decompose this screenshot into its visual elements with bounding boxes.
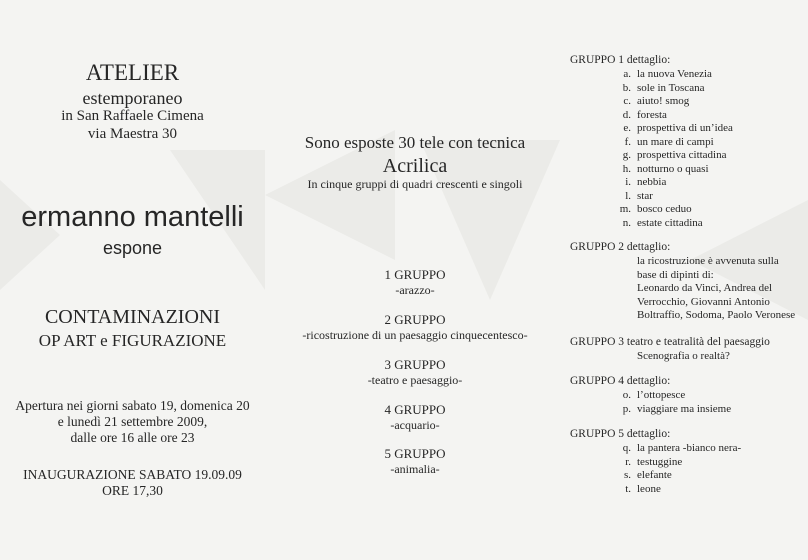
espone-text: espone [102, 238, 163, 258]
list-item: i. nebbia [625, 176, 667, 188]
list-item: c. aiuto! smog [623, 95, 690, 107]
group5-heading: GRUPPO 5 dettaglio: [570, 428, 671, 440]
technique-text: Acrilica [382, 155, 448, 177]
atelier-title: ATELIER [85, 60, 180, 85]
opening-line-2: e lunedì 21 settembre 2009, [57, 414, 208, 429]
list-item: o. l’ottopesce [622, 389, 686, 401]
list-item: s. elefante [623, 469, 672, 481]
group2-text-line: la ricostruzione è avvenuta sulla [637, 255, 779, 267]
list-item: a. la nuova Venezia [623, 68, 712, 80]
inauguration-line-1: INAUGURAZIONE SABATO 19.09.09 [23, 467, 242, 482]
list-item: m. bosco ceduo [619, 203, 692, 215]
list-item: p. viaggiare ma insieme [622, 402, 732, 415]
list-item: g. prospettiva cittadina [622, 149, 727, 161]
group2-text-line: Verrocchio, Giovanni Antonio [637, 295, 770, 308]
list-item: r. testuggine [625, 455, 683, 468]
atelier-subtitle: estemporaneo [82, 88, 183, 108]
group-desc: -animalia- [390, 462, 440, 476]
artist-name: ermanno mantelli [21, 201, 244, 233]
list-item: e. prospettiva di un’idea [623, 122, 733, 134]
group4-heading: GRUPPO 4 dettaglio: [570, 375, 671, 387]
list-item: q. la pantera -bianco nera- [622, 442, 742, 454]
group3-heading: GRUPPO 3 teatro e teatralità del paesaggio [570, 336, 770, 348]
subintro-text: In cinque gruppi di quadri crescenti e singoli [307, 177, 523, 191]
list-item: l. star [625, 189, 653, 202]
list-item: b. sole in Toscana [622, 81, 705, 94]
group-title: 1 GRUPPO [384, 267, 446, 282]
intro-text: Sono esposte 30 tele con tecnica [304, 133, 526, 152]
group-desc: -arazzo- [395, 283, 435, 297]
exhibition-title: CONTAMINAZIONI [44, 306, 221, 328]
list-item: f. un mare di campi [624, 135, 714, 148]
group-title: 3 GRUPPO [384, 357, 446, 372]
group-title: 5 GRUPPO [384, 446, 446, 461]
list-item: t. leone [625, 482, 661, 495]
opening-line-3: dalle ore 16 alle ore 23 [70, 430, 195, 445]
group3-text-line: Scenografia o realtà? [637, 350, 730, 362]
group2-text-line: Leonardo da Vinci, Andrea del [637, 282, 773, 294]
opening-line-1: Apertura nei giorni sabato 19, domenica 20 [15, 398, 250, 413]
list-item: h. notturno o quasi [622, 162, 709, 175]
group-title: 2 GRUPPO [384, 312, 446, 327]
group2-heading: GRUPPO 2 dettaglio: [570, 241, 671, 253]
group-desc: -ricostruzione di un paesaggio cinquecentesco- [302, 328, 528, 342]
list-item: d. foresta [622, 108, 667, 121]
inauguration-line-2: ORE 17,30 [102, 483, 163, 498]
group2-text-line: base di dipinti di: [637, 268, 714, 281]
group1-heading: GRUPPO 1 dettaglio: [570, 54, 671, 66]
group-title: 4 GRUPPO [384, 402, 446, 417]
group2-text-line: Boltraffio, Sodoma, Paolo Veronese [637, 309, 796, 321]
list-item: n. estate cittadina [622, 216, 703, 229]
group-desc: -acquario- [390, 418, 440, 432]
address-text: via Maestra 30 [87, 126, 178, 142]
exhibition-subtitle: OP ART e FIGURAZIONE [38, 331, 227, 350]
group-desc: -teatro e paesaggio- [367, 373, 463, 387]
location-text: in San Raffaele Cimena [61, 108, 204, 124]
